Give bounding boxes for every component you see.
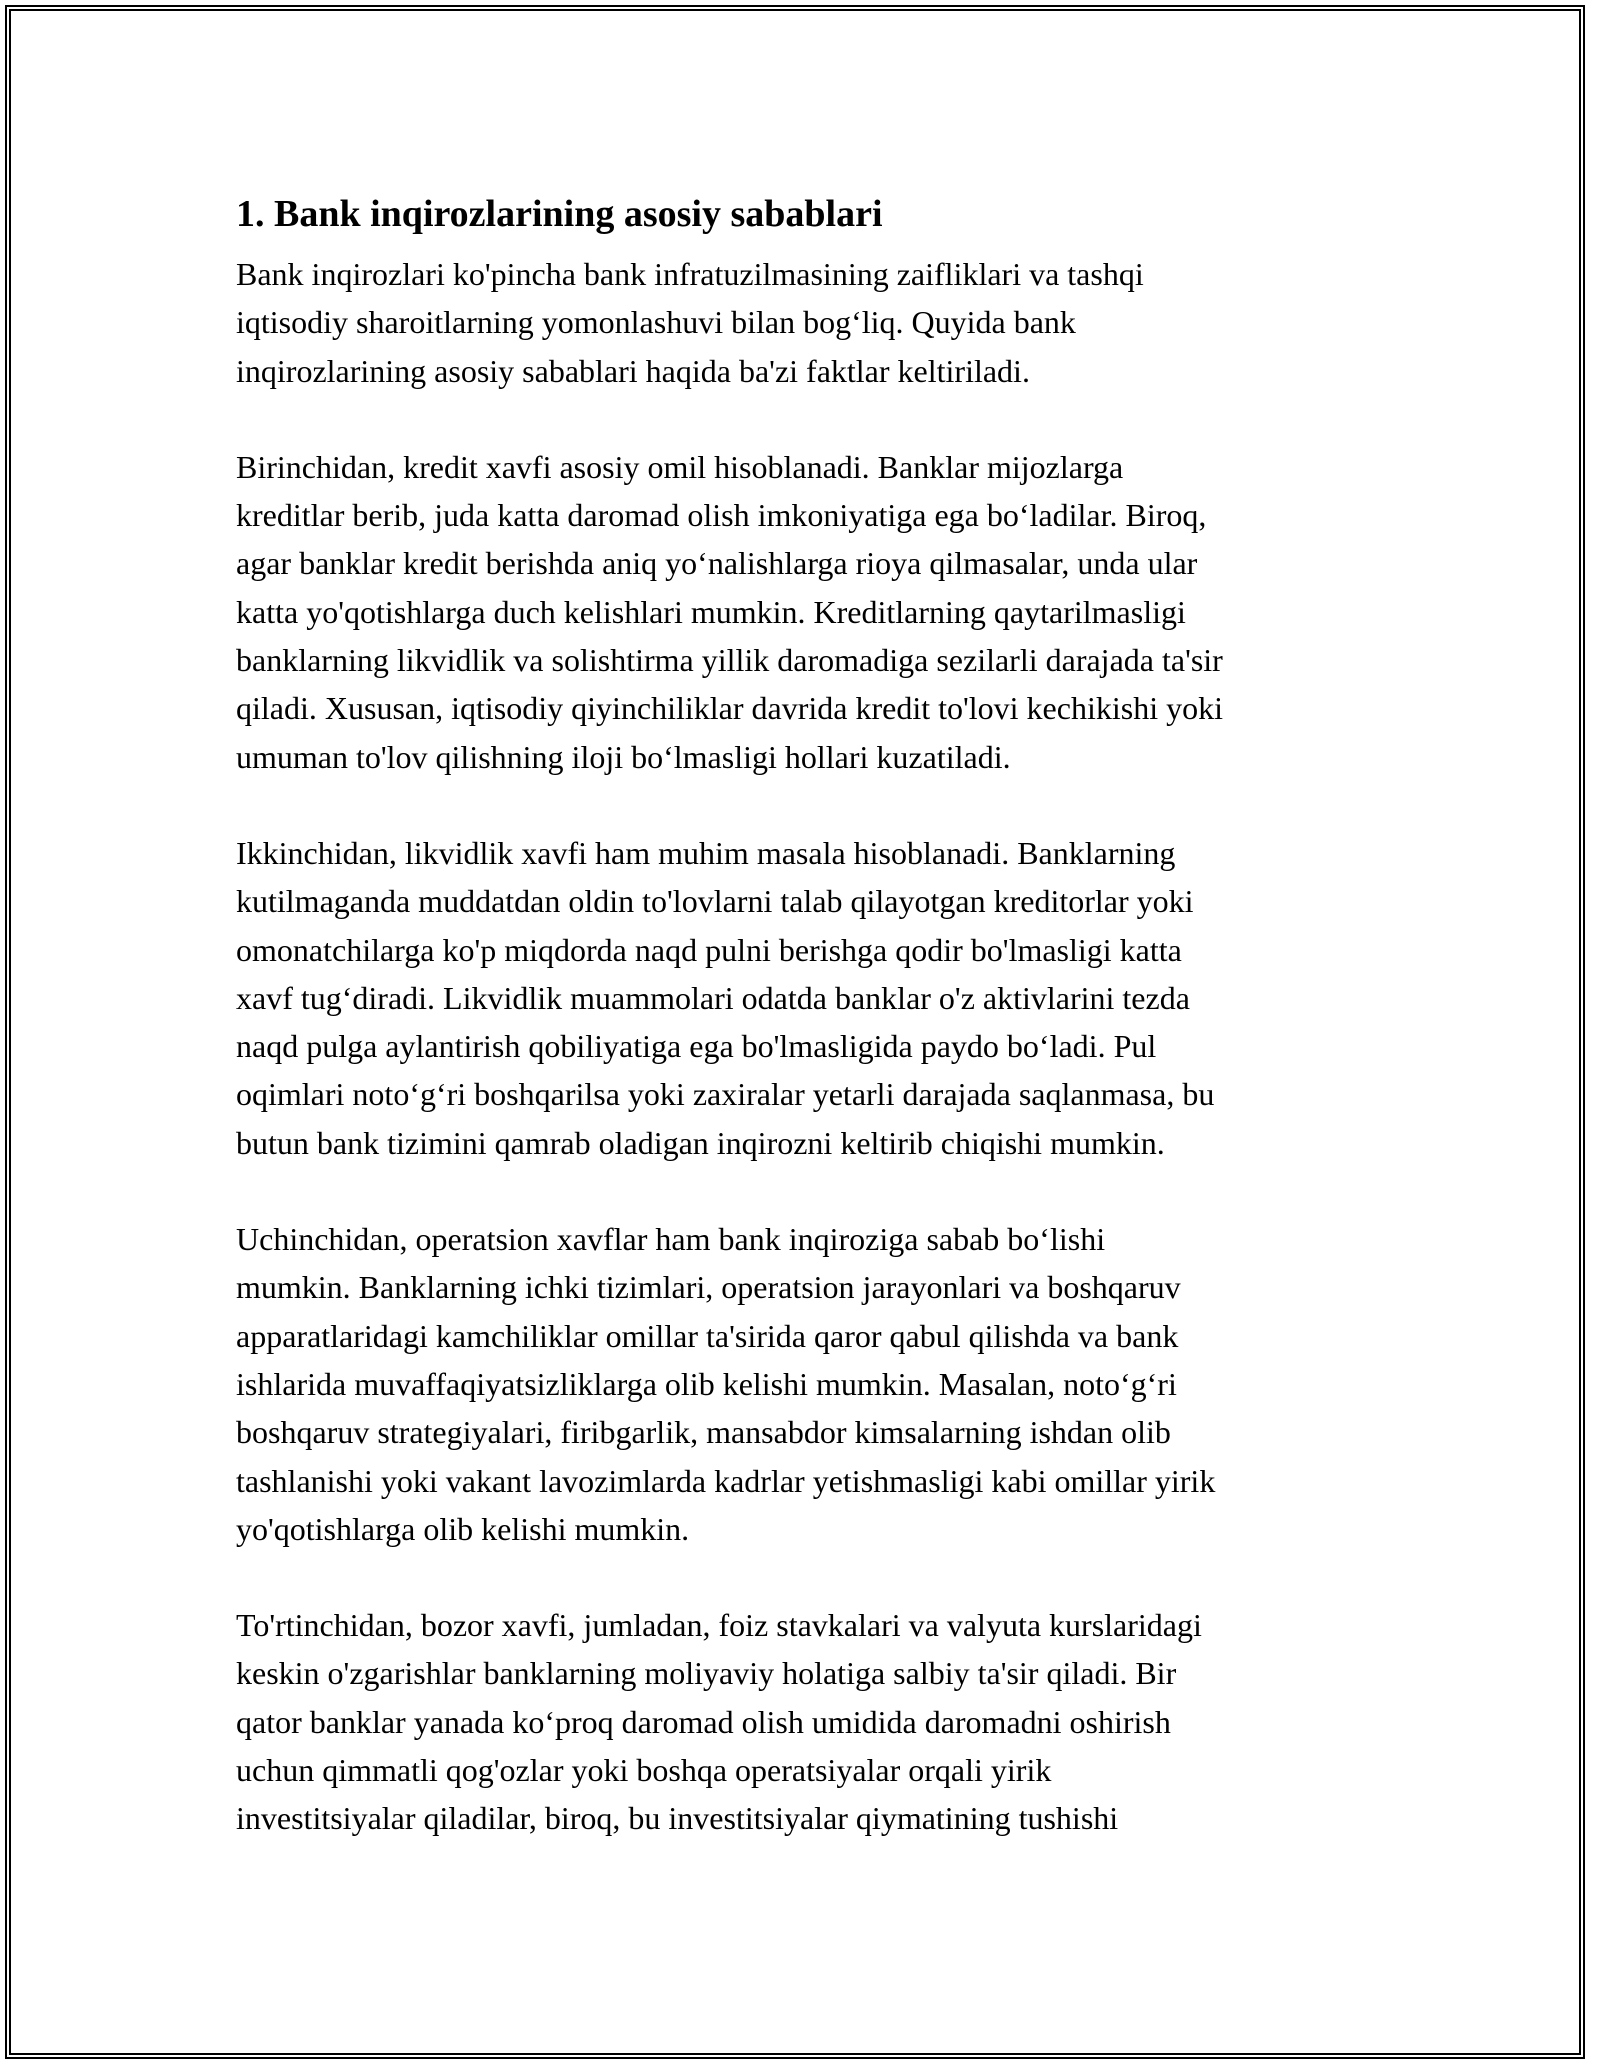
text-line: banklarning likvidlik va solishtirma yillik daromadiga sezilarli darajada ta'sir <box>236 642 1223 679</box>
text-line: kutilmaganda muddatdan oldin to'lovlarni talab qilayotgan kreditorlar yoki <box>236 883 1194 920</box>
paragraph-market-risk <box>236 1601 1386 1842</box>
text-line: Birinchidan, kredit xavfi asosiy omil hisoblanadi. Banklar mijozlarga <box>236 448 1124 485</box>
text-line: To'rtinchidan, bozor xavfi, jumladan, foiz stavkalari va valyuta kurslaridagi <box>236 1607 1202 1644</box>
paragraph-operational-risk <box>236 1215 1386 1553</box>
text-line: apparatlaridagi kamchiliklar omillar ta'sirida qaror qabul qilishda va bank <box>236 1317 1179 1354</box>
text-line: keskin o'zgarishlar banklarning moliyaviy holatiga salbiy ta'sir qiladi. Bir <box>236 1655 1177 1692</box>
text-line: naqd pulga aylantirish qobiliyatiga ega bo'lmasligida paydo bo‘ladi. Pul <box>236 1028 1157 1065</box>
text-line: mumkin. Banklarning ichki tizimlari, operatsion jarayonlari va boshqaruv <box>236 1269 1181 1306</box>
text-line: yo'qotishlarga olib kelishi mumkin. <box>236 1510 690 1547</box>
document-body <box>236 186 1386 1891</box>
text-line: kreditlar berib, juda katta daromad olish imkoniyatiga ega bo‘ladilar. Biroq, <box>236 497 1207 534</box>
text-line: Ikkinchidan, likvidlik xavfi ham muhim masala hisoblanadi. Banklarning <box>236 834 1176 871</box>
text-line: umuman to'lov qilishning iloji bo‘lmasligi hollari kuzatiladi. <box>236 738 1011 775</box>
text-line: agar banklar kredit berishda aniq yo‘nalishlarga rioya qilmasalar, unda ular <box>236 545 1198 582</box>
paragraph-intro <box>236 250 1386 395</box>
text-line: omonatchilarga ko'p miqdorda naqd pulni berishga qodir bo'lmasligi katta <box>236 931 1182 968</box>
text-line: oqimlari noto‘g‘ri boshqarilsa yoki zaxiralar yetarli darajada saqlanmasa, bu <box>236 1076 1215 1113</box>
text-line: iqtisodiy sharoitlarning yomonlashuvi bilan bog‘liq. Quyida bank <box>236 304 1076 341</box>
text-line: ishlarida muvaffaqiyatsizliklarga olib kelishi mumkin. Masalan, noto‘g‘ri <box>236 1365 1177 1402</box>
text-line: Bank inqirozlari ko'pincha bank infratuzilmasining zaifliklari va tashqi <box>236 256 1144 292</box>
paragraph-credit-risk <box>236 443 1386 781</box>
text-line: butun bank tizimini qamrab oladigan inqirozni keltirib chiqishi mumkin. <box>236 1124 1165 1161</box>
text-line: boshqaruv strategiyalari, firibgarlik, mansabdor kimsalarning ishdan olib <box>236 1414 1171 1451</box>
text-line: qiladi. Xususan, iqtisodiy qiyinchiliklar davrida kredit to'lovi kechikishi yoki <box>236 690 1223 727</box>
text-line: xavf tug‘diradi. Likvidlik muammolari odatda banklar o'z aktivlarini tezda <box>236 979 1190 1016</box>
text-line: uchun qimmatli qog'ozlar yoki boshqa operatsiyalar orqali yirik <box>236 1752 1052 1789</box>
paragraph-liquidity-risk <box>236 829 1386 1167</box>
text-line: katta yo'qotishlarga duch kelishlari mumkin. Kreditlarning qaytarilmasligi <box>236 593 1186 630</box>
text-line: investitsiyalar qiladilar, biroq, bu investitsiyalar qiymatining tushishi <box>236 1800 1119 1837</box>
text-line: Uchinchidan, operatsion xavflar ham bank inqiroziga sabab bo‘lishi <box>236 1221 1106 1258</box>
section-heading: 1. Bank inqirozlarining asosiy sabablari <box>236 193 883 235</box>
text-line: tashlanishi yoki vakant lavozimlarda kadrlar yetishmasligi kabi omillar yirik <box>236 1462 1216 1499</box>
text-line: inqirozlarining asosiy sabablari haqida ba'zi faktlar keltiriladi. <box>236 352 1030 389</box>
text-line: qator banklar yanada ko‘proq daromad olish umidida daromadni oshirish <box>236 1703 1171 1740</box>
